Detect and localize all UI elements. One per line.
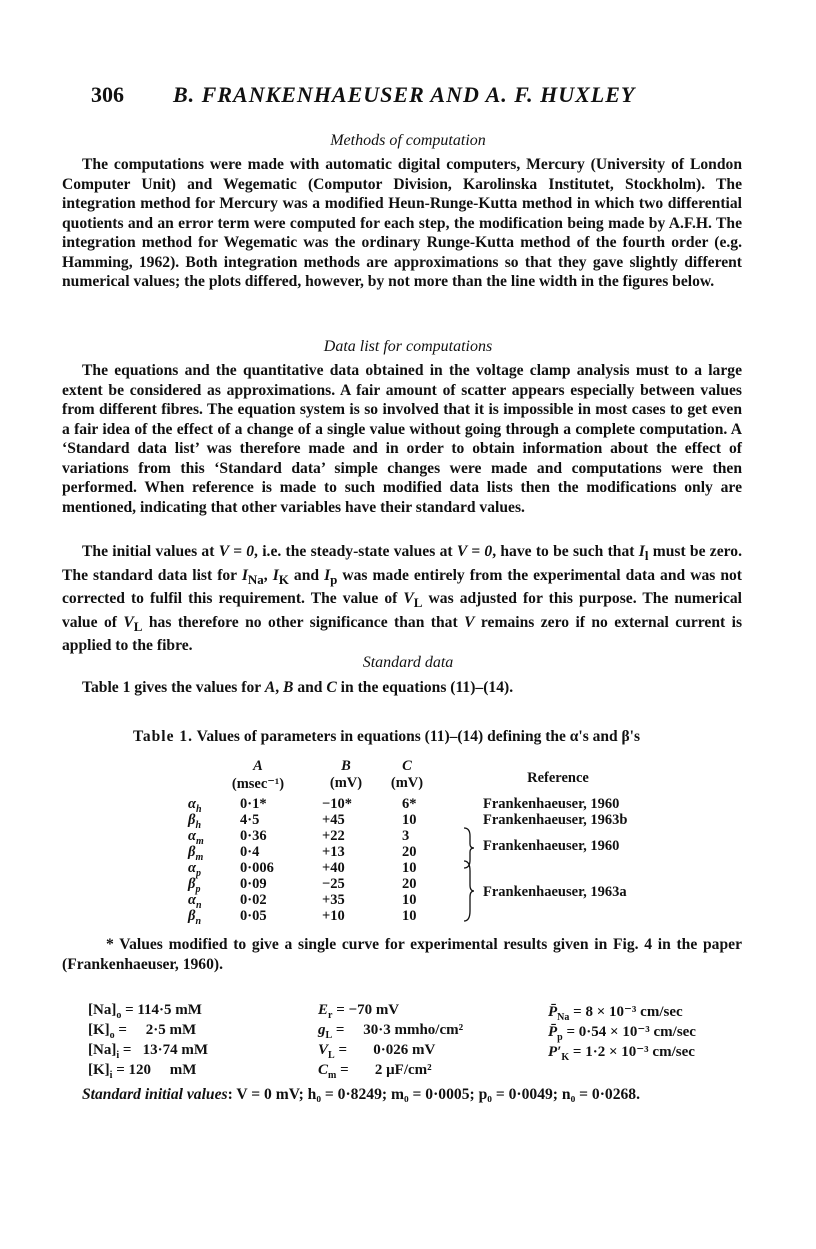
table-footnote: * Values modified to give a single curve for experimental results given in Fig. 4 in the paper (Frankenhaeuser, 1960). — [62, 936, 742, 973]
condition-col3-0: $P̄_{Na} = 8 \times 10^{-3}$ cm/sec — [548, 1004, 683, 1023]
row-reference: Frankenhaeuser, 1960 — [483, 796, 620, 812]
table-caption — [133, 728, 640, 746]
initial-values-text: : V = 0 mV; h₀ = 0·8249; m₀ = 0·0005; p₀ = 0·0049; n₀ = 0·0268. — [227, 1086, 641, 1103]
running-title: B. FRANKENHAEUSER AND A. F. HUXLEY — [173, 82, 636, 107]
row-value-a: 0·4 — [240, 844, 260, 860]
column-header-a: A (msec⁻¹) — [231, 758, 285, 792]
row-parameter: $\beta_p$ — [188, 876, 201, 895]
paragraph-standard-data: Table 1 gives the values for A, B and C in the equations (11)–(14). — [82, 679, 514, 696]
condition-col1-0: $[Na]_o = 114\cdot 5$ mM — [88, 1002, 202, 1021]
section-heading-methods: Methods of computation — [330, 132, 486, 149]
row-parameter: $\alpha_h$ — [188, 796, 202, 815]
row-value-c: 20 — [402, 876, 417, 892]
paragraph-initial-values: The initial values at V = 0, i.e. the steady-state values at V = 0, have to be such that $I_l$ must be zero. The standard data list for $I_{Na}$, $I_K$ and $I_p$ was made entirely from the experimental data and was not corrected to fulfil this requirement. The value of $V_L$ was adjusted for this purpose. The numerical value of $V_L$ has therefore no other significance than that V remains zero if no external current is applied to the fibre. — [62, 543, 743, 655]
row-value-b: +40 — [322, 860, 345, 876]
condition-col2-3: $C_m$ = 2 μF/cm² — [318, 1062, 432, 1081]
paragraph-data-list: The equations and the quantitative data obtained in the voltage clamp analysis must to a large extent be considered as approximations. A fair amount of scatter appears especially between values from different fibres. The equation system is so involved that it is impossible in most cases to get even a fair idea of the effect of a change of a single value without going through a complete computation. A ‘Standard data list’ was therefore made and in order to obtain information about the effect of variations from this ‘Standard data’ simple changes were made and computations were then performed. When reference is made to such modified data lists then the modifications only are mentioned, indicating that other variables have their standard values. — [62, 362, 742, 516]
row-value-c: 10 — [402, 860, 417, 876]
row-value-c: 10 — [402, 892, 417, 908]
row-value-b: −10* — [322, 796, 353, 812]
row-value-a: 0·36 — [240, 828, 267, 844]
row-parameter: $\beta_n$ — [188, 908, 201, 927]
row-parameter: $\beta_m$ — [188, 844, 204, 863]
row-value-c: 10 — [402, 812, 417, 828]
condition-col2-0: $E_r = -70$ mV — [318, 1002, 400, 1021]
row-value-a: 4·5 — [240, 812, 260, 828]
row-value-a: 0·006 — [240, 860, 274, 876]
row-value-c: 3 — [402, 828, 410, 844]
row-value-c: 20 — [402, 844, 417, 860]
row-value-a: 0·02 — [240, 892, 267, 908]
table-label: Table 1. — [133, 728, 193, 745]
page-number: 306 — [91, 82, 124, 107]
reference-m-group: Frankenhaeuser, 1960 — [483, 838, 620, 854]
column-header-reference: Reference — [527, 770, 589, 786]
row-parameter: $\alpha_n$ — [188, 892, 202, 911]
row-value-c: 10 — [402, 908, 417, 924]
condition-col3-2: $P'_K = 1\cdot 2 \times 10^{-3}$ cm/sec — [548, 1044, 695, 1063]
row-parameter: $\alpha_p$ — [188, 860, 202, 879]
condition-col3-1: $P̄_p = 0\cdot 54 \times 10^{-3}$ cm/sec — [548, 1024, 696, 1043]
brace-pn — [462, 859, 476, 923]
row-parameter: $\beta_h$ — [188, 812, 201, 831]
row-value-b: +13 — [322, 844, 345, 860]
standard-initial-values — [62, 1085, 742, 1105]
column-header-b: B (mV) — [329, 758, 363, 791]
row-value-a: 0·05 — [240, 908, 267, 924]
row-value-b: −25 — [322, 876, 345, 892]
row-value-a: 0·09 — [240, 876, 267, 892]
row-value-b: +10 — [322, 908, 345, 924]
condition-col2-1: $g_L$ = 30·3 mmho/cm² — [318, 1022, 464, 1041]
row-value-b: +35 — [322, 892, 345, 908]
section-heading-standard-data: Standard data — [362, 654, 454, 671]
initial-values-label: Standard initial values — [82, 1086, 228, 1103]
section-heading-data-list: Data list for computations — [323, 338, 493, 355]
column-header-c: C (mV) — [390, 758, 424, 791]
table-caption-text: Values of parameters in equations (11)–(14) defining the α's and β's — [196, 728, 640, 745]
paragraph-methods: The computations were made with automatic digital computers, Mercury (University of London Computer Unit) and Wegematic (Computor Division, Karolinska Institutet, Stockholm). The integration method for Mercury was a modified Heun-Runge-Kutta method in which two differential quotients and an error term were computed for each step, the modification being made by A.F.H. The integration method for Wegematic was the ordinary Runge-Kutta method of the fourth order (e.g. Hamming, 1962). Both integration methods are approximations so that they gave slightly different numerical values; the plots differed, however, by not more than the line width in the figures below. — [62, 156, 742, 290]
row-value-a: 0·1* — [240, 796, 267, 812]
condition-col1-1: $[K]_o$ = 2·5 mM — [88, 1022, 197, 1041]
reference-pn-group: Frankenhaeuser, 1963a — [483, 884, 627, 900]
row-value-c: 6* — [402, 796, 417, 812]
row-parameter: $\alpha_m$ — [188, 828, 204, 847]
row-value-b: +22 — [322, 828, 345, 844]
condition-col2-2: $V_L$ = 0·026 mV — [318, 1042, 436, 1061]
row-reference: Frankenhaeuser, 1963b — [483, 812, 628, 828]
condition-col1-3: $[K]_i = 120$ mM — [88, 1062, 197, 1081]
row-value-b: +45 — [322, 812, 345, 828]
condition-col1-2: $[Na]_i = 13\cdot 74$ mM — [88, 1042, 209, 1061]
